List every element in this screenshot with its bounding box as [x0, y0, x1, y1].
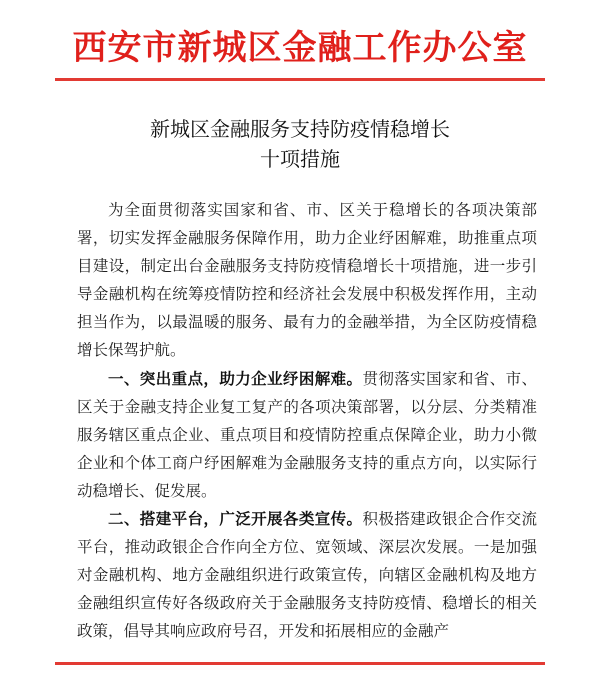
document-title-line-2: 十项措施 [260, 147, 340, 171]
document-title-line-1: 新城区金融服务支持防疫情稳增长 [150, 117, 450, 141]
paragraph-text: 积极搭建政银企合作交流平台，推动政银企合作向全方位、宽领域、深层次发展。一是加强对金融机构、地方金融组织进行政策宣传，向辖区金融机构及地方金融组织宣传好各级政府关于金融服务支持防疫情、稳增长的相关政策，倡导其响应政府号召，开发和拓展相应的金融产 [77, 510, 537, 641]
office-header-title: 西安市新城区金融工作办公室 [72, 28, 528, 68]
paragraph-measure-2 [77, 505, 537, 645]
paragraph-text: 为全面贯彻落实国家和省、市、区关于稳增长的各项决策部署，切实发挥金融服务保障作用，助力企业纾困解难，助推重点项目建设，制定出台金融服务支持防疫情稳增长十项措施，进一步引导金融机构在统筹疫情防控和经济社会发展中积极发挥作用，主动担当作为，以最温暖的服务、最有力的金融举措，为全区防疫情稳增长保驾护航。 [77, 201, 537, 360]
document-body [77, 196, 537, 646]
paragraph-lead: 一、突出重点，助力企业纾困解难。 [108, 368, 363, 388]
header-red-rule [55, 78, 545, 81]
paragraph-text: 贯彻落实国家和省、市、区关于金融支持企业复工复产的各项决策部署，以分层、分类精准服务辖区重点企业、重点项目和疫情防控重点保障企业，助力小微企业和个体工商户纾困解难为金融服务支持的重点方向，以实际行动稳增长、促发展。 [77, 369, 537, 500]
paragraph-measure-1 [77, 365, 537, 505]
footer-red-rule [55, 662, 545, 665]
paragraph-intro [77, 196, 537, 365]
paragraph-lead: 二、搭建平台，广泛开展各类宣传。 [108, 509, 363, 529]
